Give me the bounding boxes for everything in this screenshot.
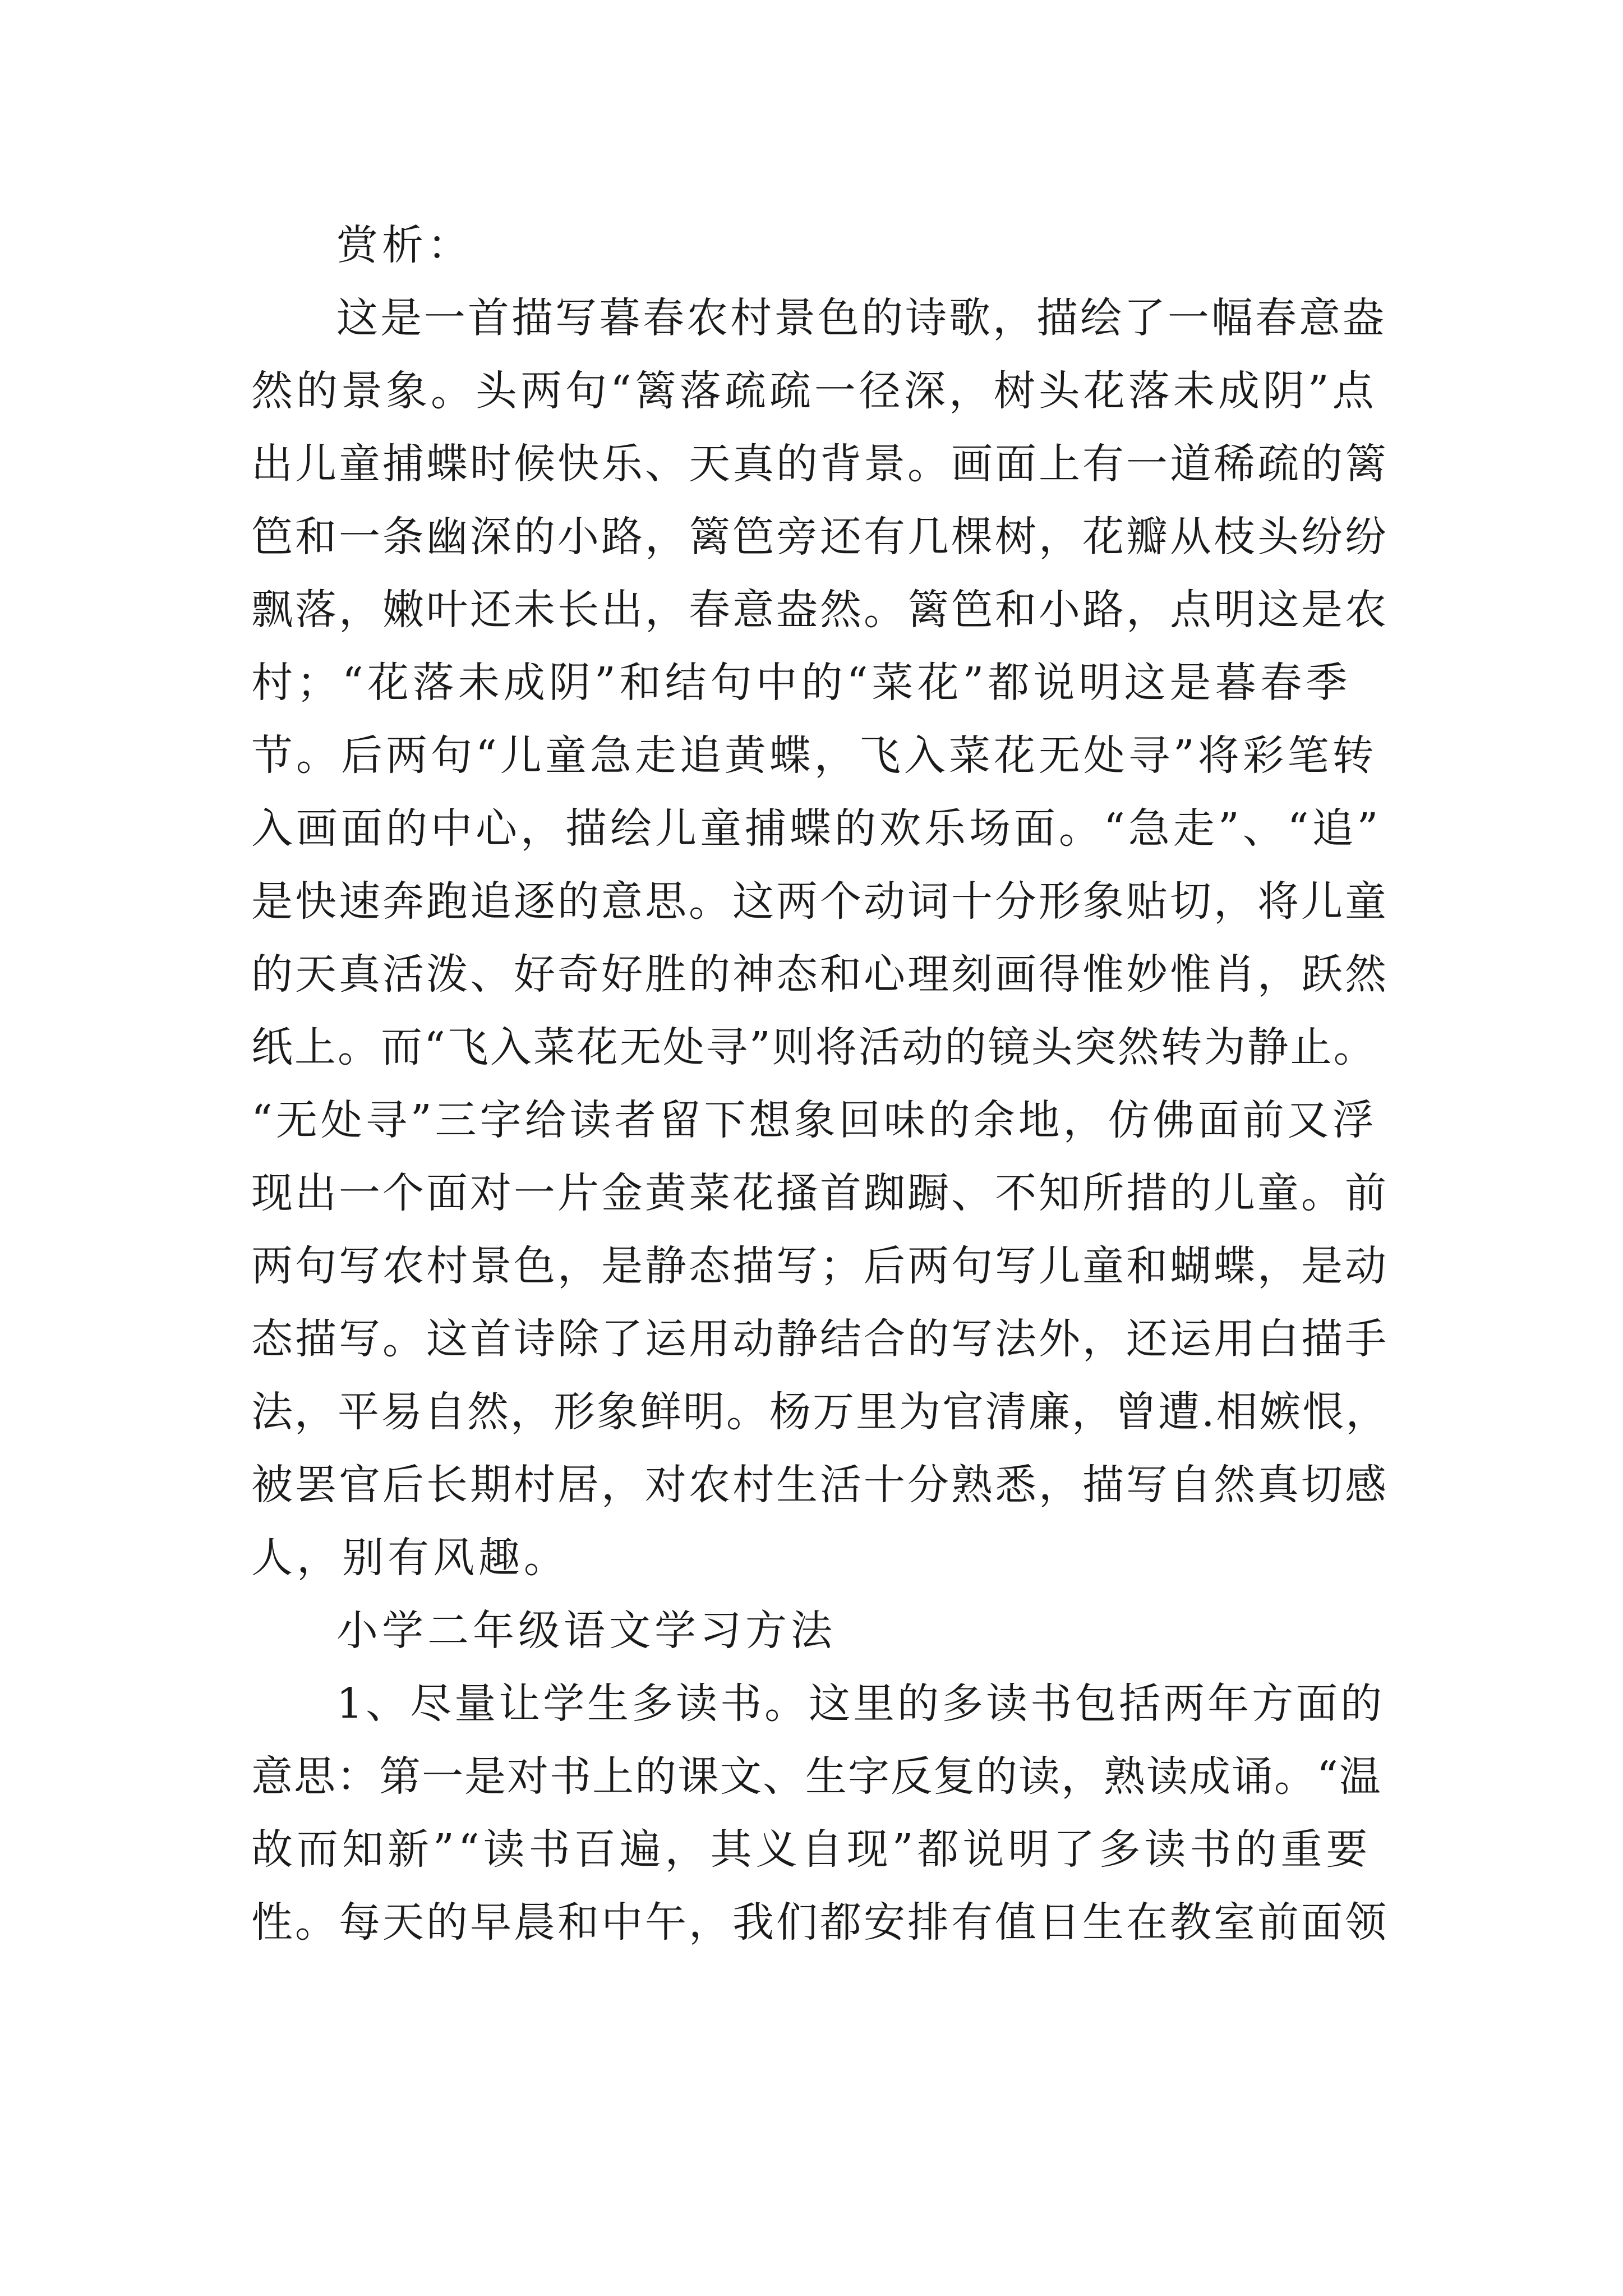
paragraph-line: 故而知新”“读书百遍，其义自现”都说明了多读书的重要 (251, 1825, 1372, 1874)
paragraph-line: 性。每天的早晨和中午，我们都安排有值日生在教室前面领 (251, 1898, 1389, 1947)
paragraph-line: 笆和一条幽深的小路，篱笆旁还有几棵树，花瓣从枝头纷纷 (251, 513, 1389, 561)
paragraph-line: 态描写。这首诗除了运用动静结合的写法外，还运用白描手 (251, 1315, 1389, 1363)
paragraph-line: 人，别有风趣。 (251, 1534, 569, 1582)
paragraph-line: 现出一个面对一片金黄菜花搔首踟蹰、不知所措的儿童。前 (251, 1169, 1389, 1217)
paragraph-line: 然的景象。头两句“篱落疏疏一径深，树头花落未成阴”点 (251, 367, 1377, 415)
paragraph-line: 纸上。而“飞入菜花无处寻”则将活动的镜头突然转为静止。 (251, 1023, 1377, 1071)
paragraph-line: 是快速奔跑追逐的意思。这两个动词十分形象贴切，将儿童 (251, 877, 1389, 926)
paragraph-line: 法，平易自然，形象鲜明。杨万里为官清廉，曾遭.相嫉恨， (251, 1388, 1389, 1436)
paragraph-line: 意思：第一是对书上的课文、生字反复的读，熟读成诵。“温 (251, 1752, 1382, 1801)
paragraph-line: “无处寻”三字给读者留下想象回味的余地，仿佛面前又浮 (251, 1096, 1377, 1144)
paragraph-line: 被罢官后长期村居，对农村生活十分熟悉，描写自然真切感 (251, 1461, 1389, 1509)
paragraph-line: 入画面的中心，描绘儿童捕蝶的欢乐场面。“急走”、“追” (251, 804, 1382, 853)
paragraph-line: 飘落，嫩叶还未长出，春意盎然。篱笆和小路，点明这是农 (251, 586, 1389, 634)
section-heading-appreciation: 赏析： (336, 221, 473, 269)
paragraph-line: 这是一首描写暮春农村景色的诗歌，描绘了一幅春意盎 (336, 294, 1386, 342)
paragraph-line: 节。后两句“儿童急走追黄蝶，飞入菜花无处寻”将彩笔转 (251, 731, 1377, 780)
section-heading-study-methods: 小学二年级语文学习方法 (336, 1607, 836, 1655)
paragraph-line: 出儿童捕蝶时候快乐、天真的背景。画面上有一道稀疏的篱 (251, 440, 1389, 488)
paragraph-line: 1、尽量让学生多读书。这里的多读书包括两年方面的 (336, 1680, 1385, 1728)
paragraph-line: 的天真活泼、好奇好胜的神态和心理刻画得惟妙惟肖，跃然 (251, 950, 1389, 999)
paragraph-line: 两句写农村景色，是静态描写；后两句写儿童和蝴蝶，是动 (251, 1242, 1389, 1290)
paragraph-line: 村；“花落未成阴”和结句中的“菜花”都说明这是暮春季 (251, 659, 1352, 707)
